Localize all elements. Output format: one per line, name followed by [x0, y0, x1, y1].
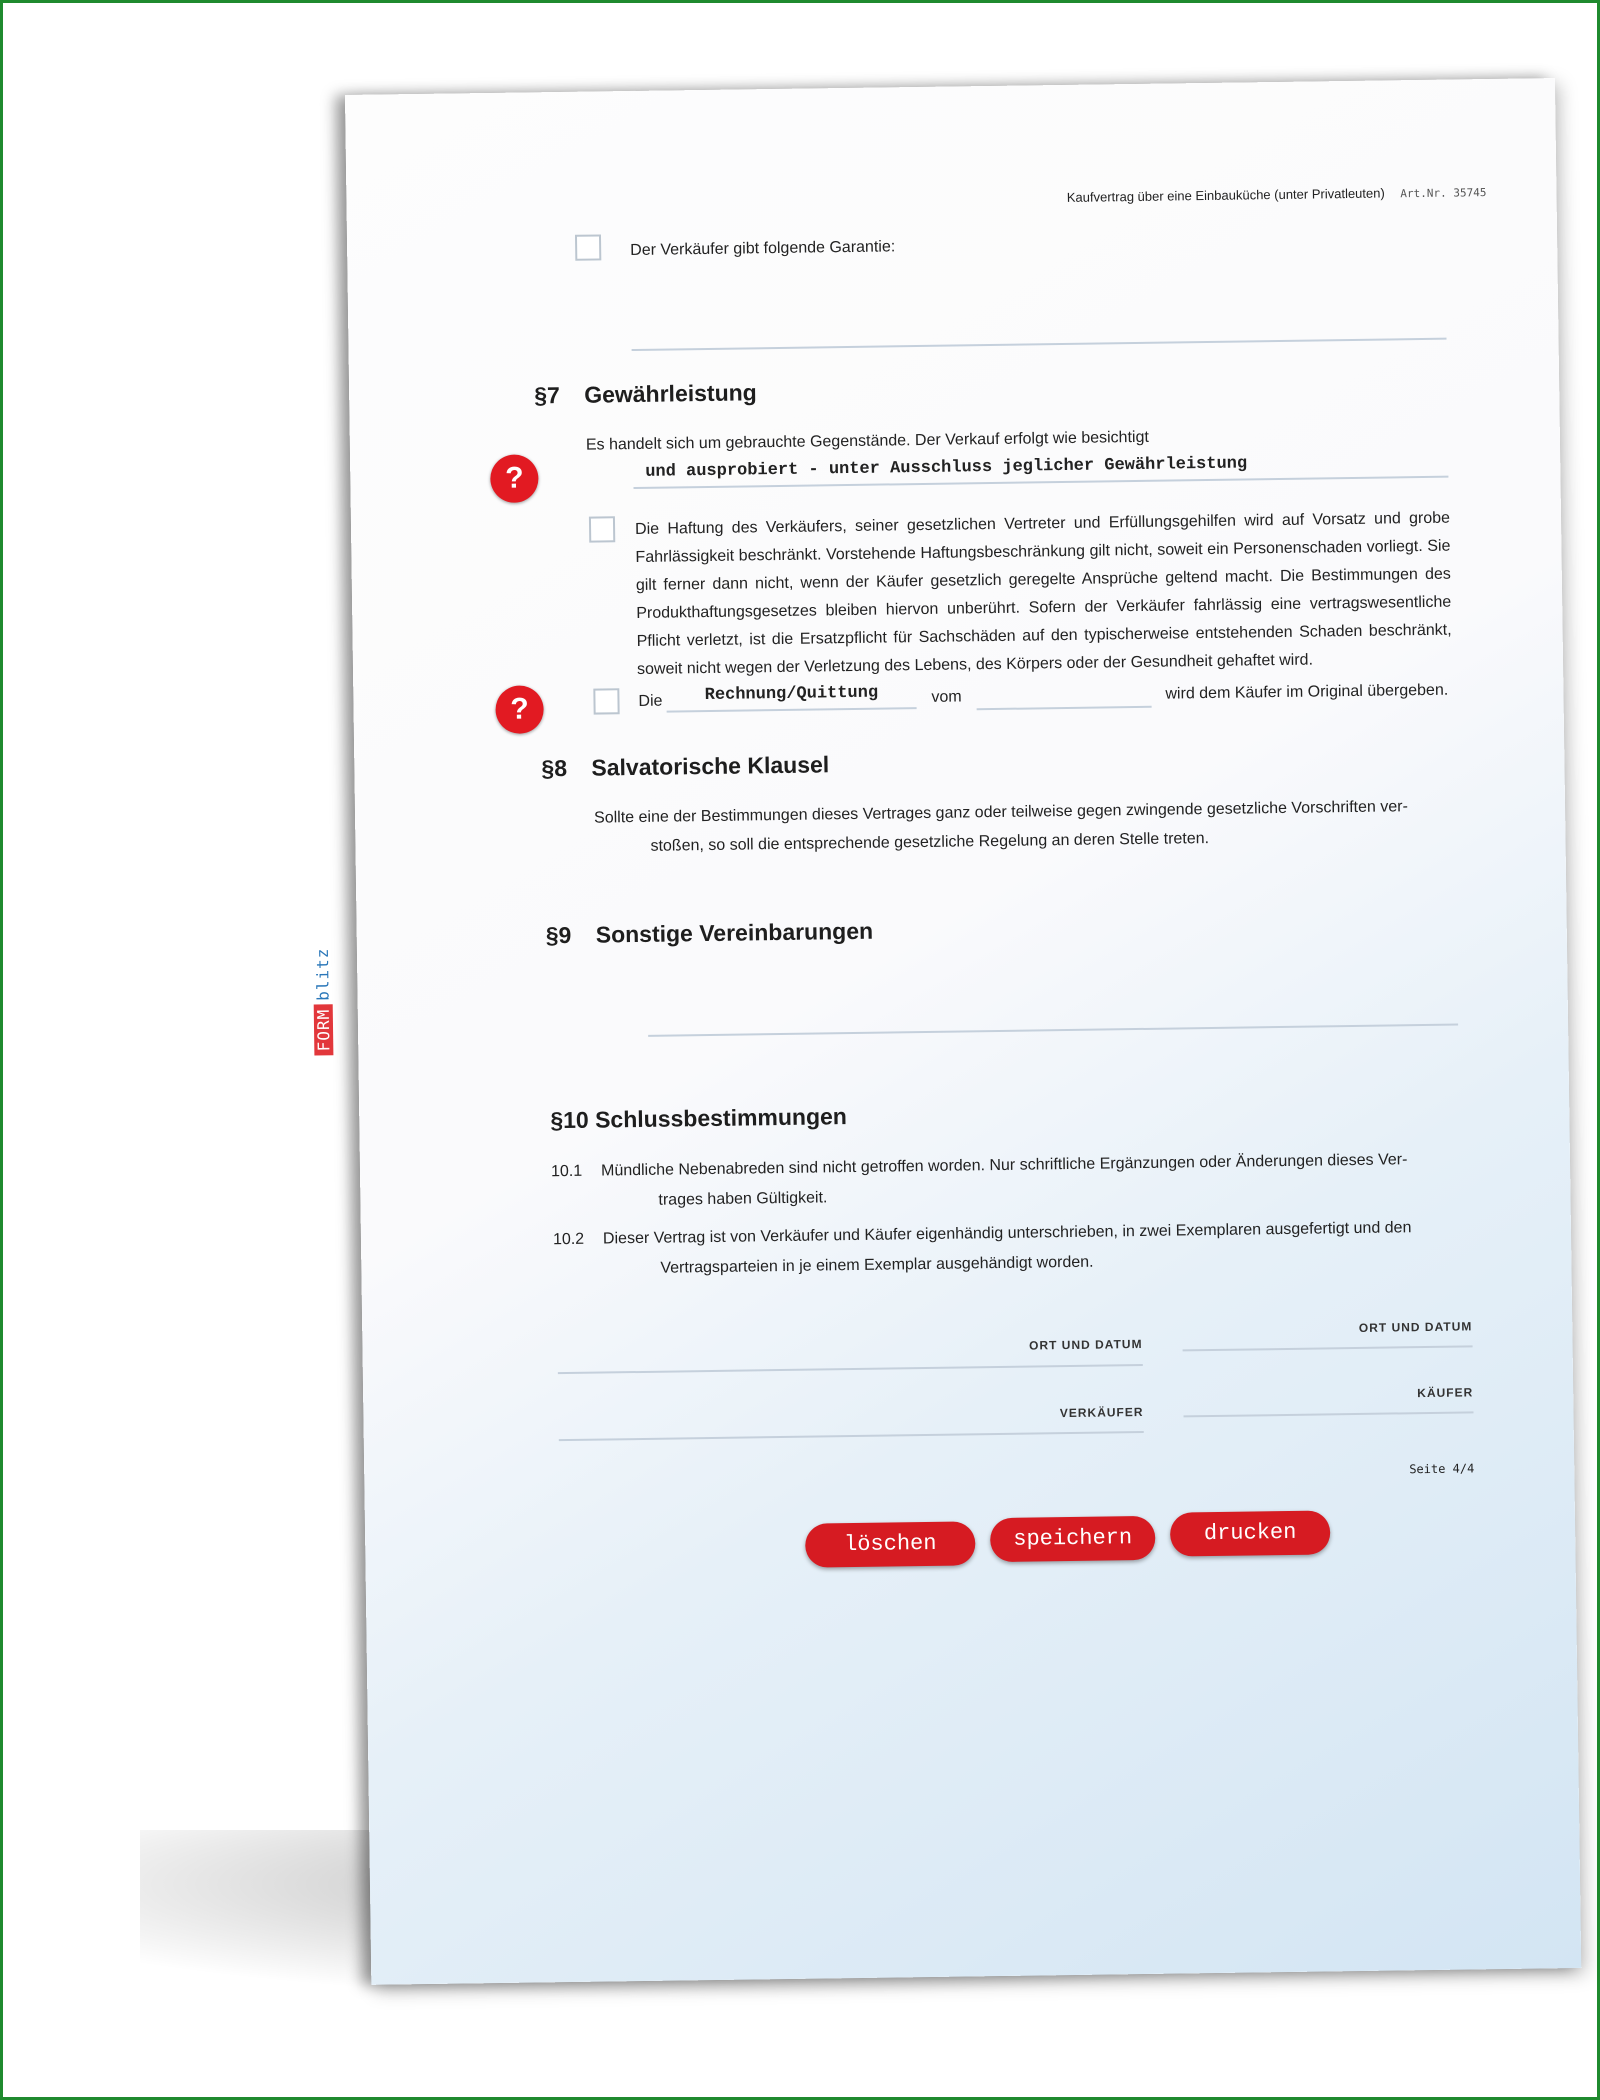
logo-part-blitz: blitz [312, 947, 333, 1001]
invoice-type-field[interactable]: Rechnung/Quittung [666, 679, 916, 712]
page-number: Seite 4/4 [1409, 1461, 1475, 1477]
clause-10-2-text-line2: Vertragsparteien in je einem Exemplar ausgehändigt worden. [660, 1253, 1094, 1277]
other-agreements-line[interactable] [648, 1024, 1458, 1037]
section-8-number: §8 [541, 754, 568, 782]
article-number: Art.Nr. 35745 [1400, 186, 1487, 201]
section-9-heading [546, 918, 874, 950]
invoice-date-field[interactable] [977, 706, 1152, 710]
severability-text-line1: Sollte eine der Bestimmungen dieses Vertrages ganz oder teilweise gegen zwingende gesetzliche Vorschriften ver- [594, 798, 1408, 827]
section-7-heading [534, 379, 757, 409]
clause-10-1-text-line1: Mündliche Nebenabreden sind nicht getroffen worden. Nur schriftliche Ergänzungen oder Änderungen dieses Ver- [600, 1151, 1408, 1180]
buyer-signature-line[interactable] [1184, 1411, 1474, 1417]
invoice-date-label: vom [931, 688, 962, 706]
seller-signature-line[interactable] [559, 1431, 1144, 1441]
warranty-intro: Es handelt sich um gebrauchte Gegenstände. Der Verkauf erfolgt wie besichtigt [585, 428, 1149, 454]
clause-10-2-text-line1: Dieser Vertrag ist von Verkäufer und Käufer eigenhändig unterschrieben, in zwei Exemplaren ausgefertigt und den [602, 1219, 1412, 1248]
severability-text-line2: stoßen, so soll die entsprechende gesetzliche Regelung an deren Stelle treten. [650, 830, 1210, 855]
help-icon[interactable]: ? [490, 454, 539, 503]
save-button[interactable]: speichern [990, 1516, 1156, 1562]
liability-checkbox[interactable] [589, 516, 615, 542]
guarantee-input-line[interactable] [632, 338, 1447, 351]
invoice-prefix: Die [638, 692, 663, 710]
buyer-signature-label: KÄUFER [1417, 1385, 1474, 1401]
print-button[interactable]: drucken [1170, 1510, 1331, 1556]
document-header [1067, 184, 1487, 205]
section-7-title: Gewährleistung [584, 379, 757, 408]
document-title: Kaufvertrag über eine Einbauküche (unter Privatleuten) [1066, 185, 1385, 205]
delete-button[interactable]: löschen [805, 1521, 976, 1567]
formblitz-logo [311, 905, 335, 1055]
guarantee-label: Der Verkäufer gibt folgende Garantie: [630, 238, 896, 260]
help-icon[interactable]: ? [495, 685, 544, 734]
buyer-place-date-label: ORT UND DATUM [1358, 1319, 1473, 1335]
section-9-title: Sonstige Vereinbarungen [595, 917, 874, 948]
clause-10-2-number: 10.2 [552, 1230, 585, 1249]
logo-part-form: FORM [314, 1005, 334, 1056]
liability-text: Die Haftung des Verkäufers, seiner gesetzlichen Vertreter und Erfüllungsgehilfen wird auf Vorsatz und grobe Fahrlässigkeit beschränkt. Vorstehende Haftungsbeschränkung gilt nicht, soweit ein Personenschaden vorliegt. Sie gilt ferner dann nicht, wenn der Käufer gesetzlich geregelte Ansprüche geltend macht. Die Bestimmungen des Produkthaftungsgesetzes bleiben hiervon unberührt. Sofern der Verkäufer fahrlässig eine vertragswesentliche Pflicht verletzt, ist die Ersatzpflicht für Sachschäden auf den typischerweise entstehenden Schaden beschränkt, soweit nicht wegen der Verletzung des Lebens, des Körpers oder der Gesundheit gehaftet wird. [634, 509, 1452, 678]
section-8-heading [541, 751, 829, 782]
buyer-place-date-line[interactable] [1183, 1345, 1473, 1351]
invoice-suffix: wird dem Käufer im Original übergeben. [1165, 681, 1449, 703]
guarantee-checkbox[interactable] [575, 234, 601, 260]
section-7-number: §7 [534, 382, 560, 409]
clause-10-1-text-line2: trages haben Gültigkeit. [658, 1189, 828, 1209]
seller-signature-label: VERKÄUFER [1059, 1404, 1144, 1421]
invoice-checkbox[interactable] [593, 688, 619, 714]
warranty-field-value[interactable]: und ausprobiert - unter Ausschluss jeglicher Gewährleistung [645, 454, 1248, 482]
section-8-title: Salvatorische Klausel [591, 751, 830, 781]
seller-place-date-label: ORT UND DATUM [1028, 1336, 1143, 1353]
clause-10-1-number: 10.1 [550, 1162, 583, 1181]
section-10-heading: §10 Schlussbestimmungen [550, 1103, 848, 1134]
section-9-number: §9 [545, 921, 572, 949]
document-page [312, 78, 1581, 1985]
seller-place-date-line[interactable] [558, 1364, 1143, 1374]
